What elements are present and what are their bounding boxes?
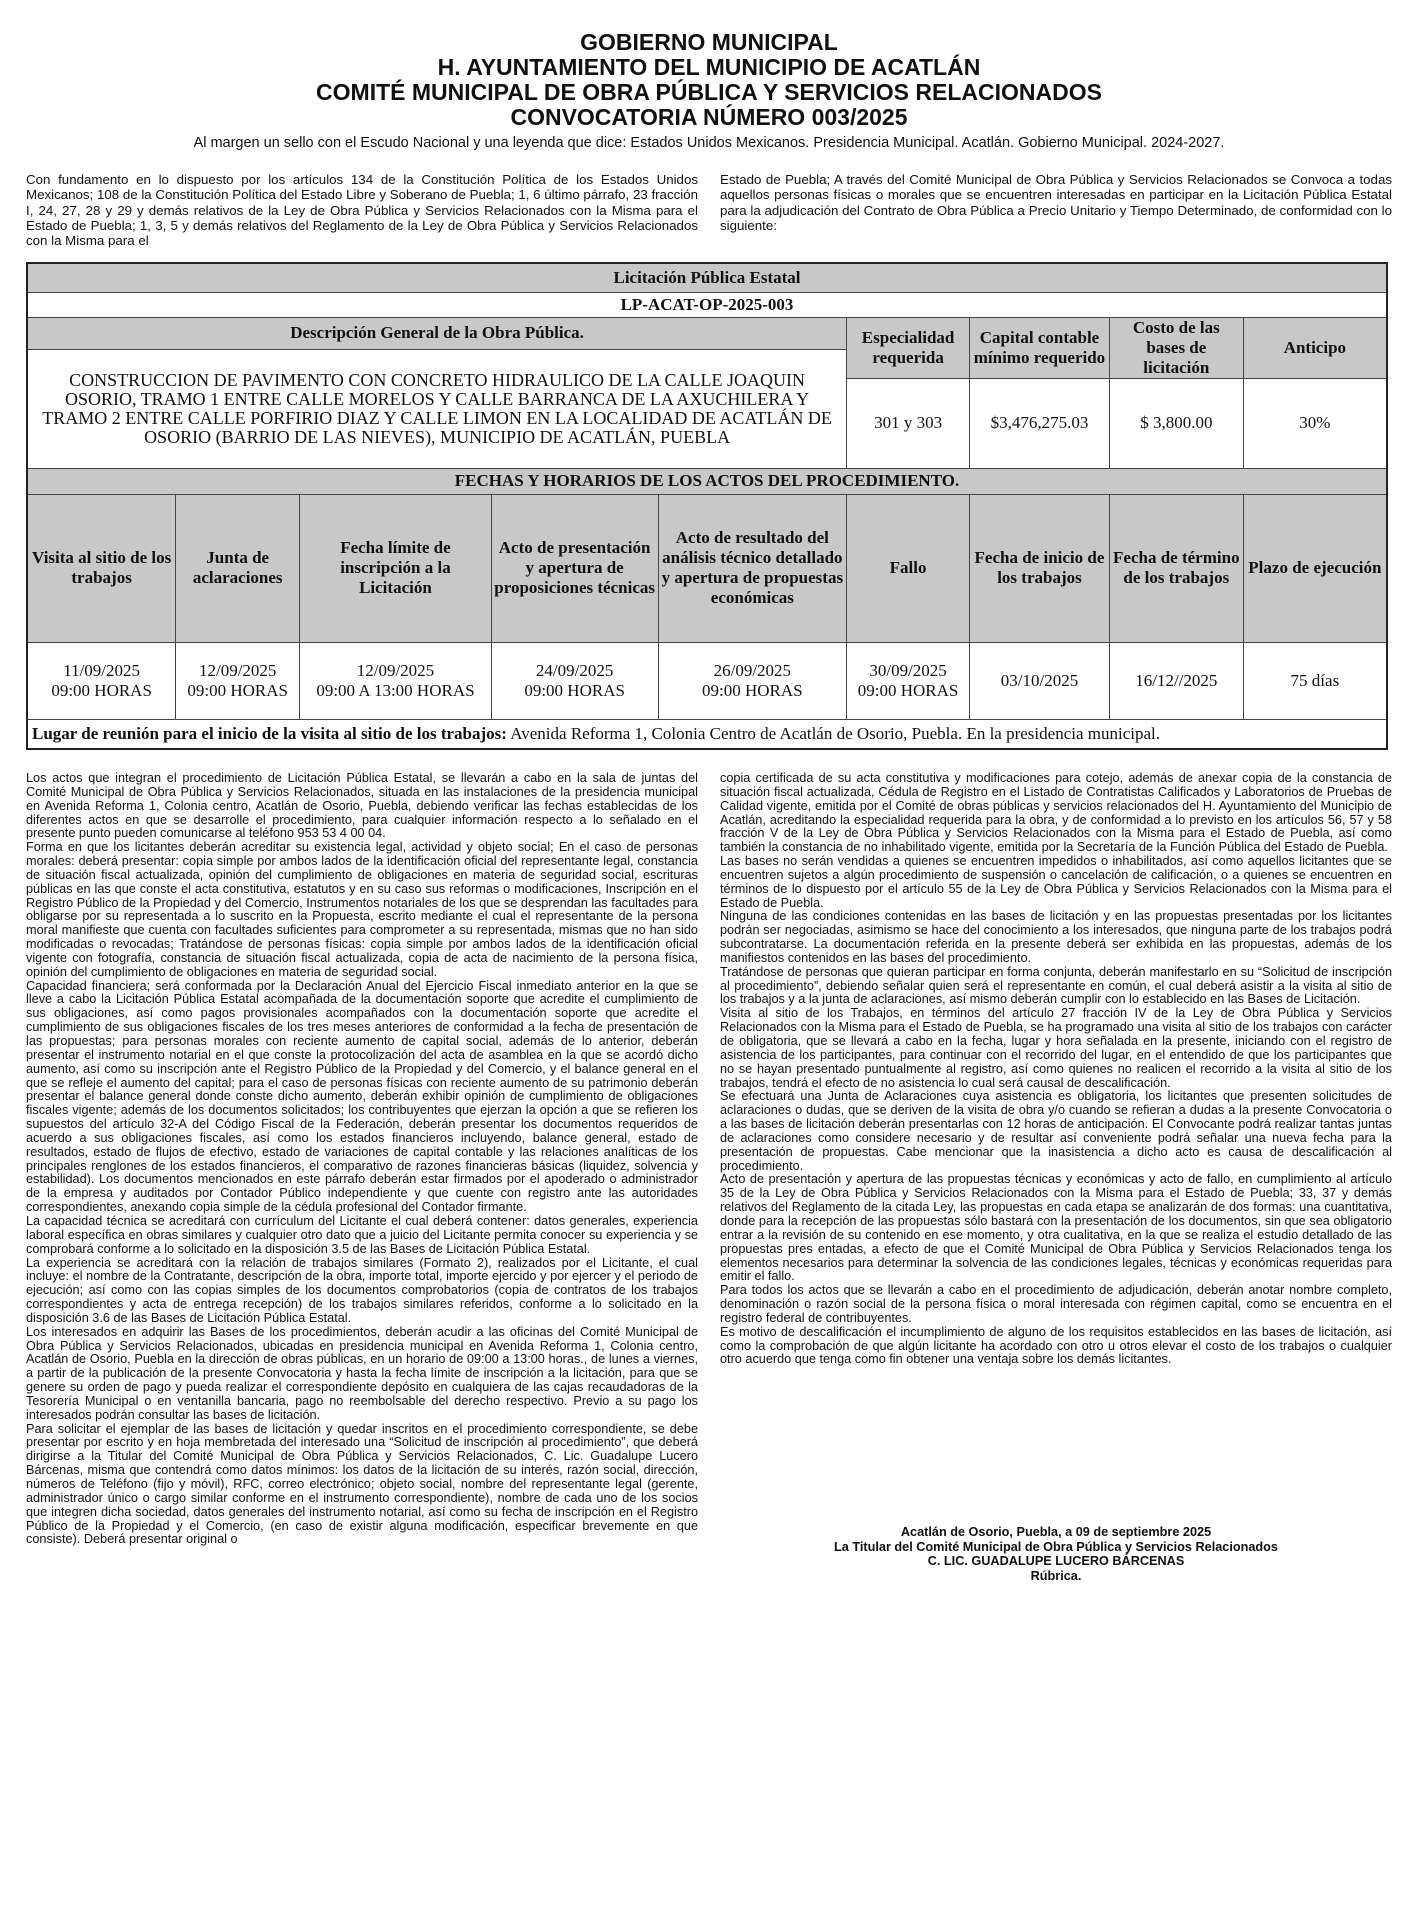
signature-rubrica: Rúbrica. (1030, 1568, 1082, 1583)
work-description: CONSTRUCCION DE PAVIMENTO CON CONCRETO HIDRAULICO DE LA CALLE JOAQUIN OSORIO, TRAMO 1 ENTRE CALLE MORELOS Y CALLE BARRANCA DE LA AXUCHILERA Y TRAMO 2 ENTRE CALLE PORFIRIO DIAZ Y CALLE LIMON EN LA LOCALIDAD DE ACATLÁN DE OSORIO (BARRIO DE LAS NIEVES), MUNICIPIO DE ACATLÁN, PUEBLA (27, 349, 847, 468)
fecha-header-fallo: Fallo (847, 494, 970, 642)
fechas-title: FECHAS Y HORARIOS DE LOS ACTOS DEL PROCEDIMIENTO. (27, 468, 1387, 494)
description-header: Descripción General de la Obra Pública. (27, 317, 847, 349)
fecha-header-presentacion: Acto de presentación y apertura de proposiciones técnicas (491, 494, 658, 642)
value-especialidad: 301 y 303 (847, 378, 970, 468)
value-capital: $3,476,275.03 (970, 378, 1110, 468)
paragraph: Capacidad financiera; será conformada por la Declaración Anual del Ejercicio Fiscal inmediato anterior en la que se lleve a cabo la Licitación Pública Estatal acompañada de la documentación soporte que acredite el cumplimiento de sus obligaciones, así como pagos provisionales acompañados con la documentación soporte que acredite el cumplimiento de sus obligaciones fiscales de los tres meses anteriores de conformidad a la fecha de presentación de las propuestas; para personas morales con reciente aumento de capital social, además de lo anterior, deberán presentar el instrumento notarial en el que conste la protocolización del acta de asamblea en la que se acordó dicho aumento, así como su inscripción ante el Registro Público de la Propiedad y del Comercio, y el balance general en el que se refleje el aumento del capital; para el caso de personas físicas con reciente aumento de su patrimonio deberán presentar el balance general donde conste dicho aumento, deberán exhibir opinión de cumplimiento de obligaciones fiscales vigente; además de los documentos solicitados; los contribuyentes que ejerzan la opción a que se refieren los supuestos del artículo 32-A del Código Fiscal de la Federación, deberán presentar los documentos requeridos de acuerdo a sus obligaciones fiscales, así como los estados financieros incluyendo, balance general, estado de resultados, estado de flujos de efectivo, estado de variaciones de capital contable y las relaciones analíticas de los principales renglones de los estados financieros, el comparativo de razones financieras básicas (liquidez, solvencia y estabilidad). Los documentos mencionados en este párrafo deberán estar firmados por el apoderado o administrador de la empresa y auditados por Contador Público independiente y que cuente con registro ante las autoridades correspondientes, anexando copia simple de la cédula profesional del Contador firmante. (26, 978, 698, 1215)
plazo-ejecucion: 75 días (1243, 642, 1387, 719)
paragraph: Los actos que integran el procedimiento de Licitación Pública Estatal, se llevarán a cabo en la sala de juntas del Comité Municipal de Obra Pública y Servicios Relacionados, situada en las instalaciones de la presidencia municipal en Avenida Reforma 1, Colonia centro, Acatlán de Osorio, Puebla, debiendo verificar las fechas establecidas de los diferentes actos en que se desarrolle el procedimiento, para cualquier información respecto a lo señalado en el presente punto pueden comunicarse al teléfono 953 53 4 00 04. (26, 770, 698, 841)
paragraph: Para todos los actos que se llevarán a cabo en el procedimiento de adjudicación, deberán anotar nombre completo, denominación o razón social de la persona física o moral interesada con régimen capital, como se encuentra en el registro federal de contribuyentes. (720, 1283, 1392, 1325)
header-anticipo: Anticipo (1243, 317, 1387, 378)
body-text (26, 772, 1392, 1583)
fecha-inscripcion: 12/09/2025 09:00 A 13:00 HORAS (300, 642, 492, 719)
paragraph: Se efectuará una Junta de Aclaraciones cuya asistencia es obligatoria, los licitantes que presenten solicitudes de aclaraciones o dudas, que se deriven de la visita de obra y/o cuando se refieran a dudas a la presente Convocatoria o a las bases de licitación deberán presentarlas con 12 horas de anticipación. El Convocante podrá realizar tantas juntas de aclaraciones como considere necesario y de resultar así conveniente podrá señalar una nueva fecha para la presentación de propuestas. Cabe mencionar que la inasistencia a dicho acto es causa de descalificación al procedimiento. (720, 1089, 1392, 1173)
fecha-header-resultado: Acto de resultado del análisis técnico detallado y apertura de propuestas económicas (658, 494, 847, 642)
licitacion-title: Licitación Pública Estatal (27, 263, 1387, 292)
header-line-2: H. AYUNTAMIENTO DEL MUNICIPIO DE ACATLÁN (437, 54, 981, 80)
signature-place-date: Acatlán de Osorio, Puebla, a 09 de septiembre 2025 (900, 1525, 1212, 1540)
fecha-header-visita: Visita al sitio de los trabajos (27, 494, 176, 642)
fecha-header-termino: Fecha de término de los trabajos (1109, 494, 1243, 642)
paragraph: Visita al sitio de los Trabajos, en términos del artículo 27 fracción IV de la Ley de Obra Pública y Servicios Relacionados con la Misma para el Estado de Puebla, se ha programado una visita al sitio de los trabajos con carácter de obligatoria, que se llevará a cabo en la fecha, lugar y hora señalada en la presente, iniciando con el registro de asistencia de los participantes, para continuar con el recorrido del lugar, en el entendido de que los participantes que no se hayan presentado puntualmente al registro, así como quienes no realicen el recorrido a la visita al sitio de los trabajos, tendrá el efecto de no asistencia lo cual será causal de descalificación. (720, 1006, 1392, 1090)
paragraph: Para solicitar el ejemplar de las bases de licitación y quedar inscritos en el procedimiento correspondiente, se debe presentar por escrito y en hoja membretada del interesado una “Solicitud de inscripción al procedimiento”, que deberá dirigirse a la Titular del Comité Municipal de Obra Pública y Servicios Relacionados, C. Lic. Guadalupe Lucero Bárcenas, misma que contendrá como datos mínimos: los datos de la licitación de su interés, razón social, dirección, números de Teléfono (fijo y móvil), RFC, correo electrónico; objeto social, nombre del representante legal (gerente, administrador único o cargo similar conforme en el instrumento correspondiente), nombre de cada uno de los socios que integren dicha sociedad, datos generales del instrumento notarial, así como su fecha de inscripción en el Registro Público de la Propiedad y el Comercio, (en caso de existir alguna modificación, especificar brevemente en que consiste). Deberá presentar original o (26, 1421, 698, 1547)
paragraph: Las bases no serán vendidas a quienes se encuentren impedidos o inhabilitados, así como aquellos licitantes que se encuentren sujetos a algún procedimiento de suspensión o cancelación de calificación, o a quienes se encuentren en términos de lo dispuesto por el artículo 55 de la Ley de Obra Pública y Servicios Relacionados con la Misma para el Estado de Puebla. (720, 854, 1392, 910)
fecha-resultado: 26/09/2025 09:00 HORAS (658, 642, 847, 719)
header-costo: Costo de las bases de licitación (1109, 317, 1243, 378)
header-line-1: GOBIERNO MUNICIPAL (580, 29, 838, 55)
header-capital: Capital contable mínimo requerido (970, 317, 1110, 378)
value-anticipo: 30% (1243, 378, 1387, 468)
lugar-value: Avenida Reforma 1, Colonia Centro de Acatlán de Osorio, Puebla. En la presidencia municipal. (506, 723, 1160, 743)
header-line-4: CONVOCATORIA NÚMERO 003/2025 (510, 104, 908, 130)
intro-left: Con fundamento en lo dispuesto por los artículos 134 de la Constitución Política de los Estados Unidos Mexicanos; 108 de la Constitución Política del Estado Libre y Soberano de Puebla; 1, 6 último párrafo, 23 fracción I, 24, 27, 28 y 29 y demás relativos de la Ley de Obra Pública y Servicios Relacionados con la Misma para el Estado de Puebla; 1, 3, 5 y demás relativos del Reglamento de la Ley de Obra Pública y Servicios Relacionados con la Misma para el (26, 172, 698, 249)
body-right-column (720, 772, 1392, 1583)
licitacion-code: LP-ACAT-OP-2025-003 (27, 292, 1387, 317)
document-header (26, 30, 1392, 152)
paragraph: La experiencia se acreditará con la relación de trabajos similares (Formato 2), realizados por el Licitante, el cual incluye: el nombre de la Contratante, descripción de la obra, importe total, importe ejercido y por ejercer y el periodo de ejecución; así como con las copias simples de los documentos comprobatorios (copia de contratos de los trabajos correspondientes y acta de entrega recepción) de los trabajos similares referidos, conforme a lo solicitado en la disposición 3.6 de las Bases de Licitación Pública Estatal. (26, 1255, 698, 1325)
paragraph: La capacidad técnica se acreditará con currículum del Licitante el cual deberá contener: datos generales, experiencia laboral específica en obras similares y cualquier otro dato que a juicio del Licitante permita conocer su experiencia y se comprobará conforme a lo solicitado en la disposición 3.5 de las Bases de Licitación Pública Estatal. (26, 1213, 698, 1256)
fecha-junta: 12/09/2025 09:00 HORAS (176, 642, 300, 719)
fecha-header-junta: Junta de aclaraciones (176, 494, 300, 642)
value-costo: $ 3,800.00 (1109, 378, 1243, 468)
paragraph: Ninguna de las condiciones contenidas en las bases de licitación y en las propuestas presentadas por los licitantes podrán ser negociadas, asimismo se hace del conocimiento a los interesados, que ninguna parte de los trabajos podrá subcontratarse. La documentación referida en la presente deberá ser exhibida en las propuestas, además de los manifiestos contenidos en las bases del procedimiento. (720, 909, 1392, 965)
paragraph: Los interesados en adquirir las Bases de los procedimientos, deberán acudir a las oficinas del Comité Municipal de Obra Pública y Servicios Relacionados, ubicadas en presidencia municipal en Avenida Reforma 1, Colonia centro, Acatlán de Osorio, Puebla en la dirección de obras públicas, en un horario de 09:00 a 13:00 horas., de lunes a viernes, a partir de la publicación de la presente Convocatoria y hasta la fecha límite de inscripción a la licitación, para que se genere su orden de pago y pueda realizar el correspondiente depósito en cualquiera de las cajas recaudadoras de la Tesorería Municipal o en ventanilla bancaria, pago no reembolsable del derecho respectivo. Previo a su pago los interesados podrán consultar las bases de licitación. (26, 1324, 698, 1422)
seal-note: Al margen un sello con el Escudo Nacional y una leyenda que dice: Estados Unidos Mexicanos. Presidencia Municipal. Acatlán. Gobierno Municipal. 2024-2027. (193, 135, 1225, 151)
licitacion-table (26, 262, 1388, 750)
fecha-header-inicio: Fecha de inicio de los trabajos (970, 494, 1110, 642)
signature-name: C. LIC. GUADALUPE LUCERO BÁRCENAS (927, 1554, 1185, 1569)
fecha-fallo: 30/09/2025 09:00 HORAS (847, 642, 970, 719)
paragraph: Es motivo de descalificación el incumplimiento de alguno de los requisitos establecidos en las bases de licitación, así como la comprobación de que algún licitante ha acordado con otro u otros elevar el costo de los trabajos o cualquier otro acuerdo que tenga como fin obtener una ventaja sobre los demás licitantes. (720, 1324, 1392, 1367)
paragraph: Acto de presentación y apertura de las propuestas técnicas y económicas y acto de fallo, en cumplimiento al artículo 35 de la Ley de Obra Pública y Servicios Relacionados con la Misma para el Estado de Puebla; 33, 37 y demás relativos del Reglamento de la citada Ley, las propuestas en cada etapa se analizarán de dos formas: una cuantitativa, donde para la recepción de las propuestas sólo bastará con la presentación de los documentos, sin que sea obligatorio entrar a la revisión de su contenido en ese momento, y otra cualitativa, en la que se realiza el estudio detallado de las propuestas pres entadas, a efecto de que el Comité Municipal de Obra Pública y Servicios Relacionados tenga los elementos necesarios para determinar la solvencia de las condiciones legales, técnicas y económicas requeridas para emitir el fallo. (720, 1172, 1392, 1284)
fecha-inicio: 03/10/2025 (970, 642, 1110, 719)
lugar-reunion (27, 719, 1387, 749)
header-especialidad: Especialidad requerida (847, 317, 970, 378)
fecha-header-inscripcion: Fecha límite de inscripción a la Licitación (300, 494, 492, 642)
intro-right: Estado de Puebla; A través del Comité Municipal de Obra Pública y Servicios Relacionados se Convoca a todas aquellos personas físicas o morales que se encuentren interesadas en participar en la Licitación Pública Estatal para la adjudicación del Contrato de Obra Pública a Precio Unitario y Tiempo Determinado, de conformidad con lo siguiente: (720, 172, 1392, 233)
fecha-header-plazo: Plazo de ejecución (1243, 494, 1387, 642)
paragraph: copia certificada de su acta constitutiva y modificaciones para cotejo, además de anexar copia de la constancia de situación fiscal actualizada, Cédula de Registro en el Listado de Contratistas Calificados y Laboratorios de Pruebas de Calidad vigente, emitida por el Comité de obras públicas y servicios relacionados del H. Ayuntamiento del Municipio de Acatlán, acreditando la especialidad requerida para la obra, y de conformidad a lo previsto en los artículos 56, 57 y 58 fracción V de la Ley de Obra Pública y Servicios Relacionados con la Misma para el Estado de Puebla, así como también la constancia de no inhabilitado vigente, emitida por la Secretaría de la Función Pública del Estado de Puebla. (720, 770, 1392, 855)
fecha-termino: 16/12//2025 (1109, 642, 1243, 719)
signature-block (720, 1525, 1392, 1583)
body-left-column (26, 772, 698, 1583)
paragraph: Tratándose de personas que quieran participar en forma conjunta, deberán manifestarlo en su “Solicitud de inscripción al procedimiento”, debiendo señalar quien será el representante en común, el cual deberá asistir a la visita al sitio de los trabajos y a la junta de aclaraciones, así mismo deberán cumplir con lo establecido en las Bases de Licitación. (720, 964, 1392, 1007)
convocatoria-page (26, 30, 1392, 1583)
signature-role: La Titular del Comité Municipal de Obra Pública y Servicios Relacionados (834, 1539, 1278, 1554)
paragraph: Forma en que los licitantes deberán acreditar su existencia legal, actividad y objeto social; En el caso de personas morales: deberá presentar: copia simple por ambos lados de la identificación oficial del representante legal, constancia de situación fiscal actualizada, opinión del cumplimiento de obligaciones en materia de seguridad social, escrituras públicas en las que conste el acta constitutiva, estatutos y en su caso sus reformas o modificaciones, Inscripción en el Registro Público de la Propiedad y del Comercio, Instrumentos notariales de los que se desprendan las facultades para obligarse por su representada a lo suscrito en la Propuesta, escrito mediante el cual el representante de la persona moral manifieste que cuenta con facultades suficientes para comprometer a su representada, mismas que no han sido modificadas o revocadas; Tratándose de personas físicas: copia simple por ambos lados de la identificación oficial vigente con fotografía, constancia de situación fiscal actualizada, copia de acta de nacimiento de la persona física, opinión del cumplimiento de obligaciones en materia de seguridad social. (26, 840, 698, 979)
header-line-3: COMITÉ MUNICIPAL DE OBRA PÚBLICA Y SERVICIOS RELACIONADOS (316, 79, 1102, 105)
fecha-visita: 11/09/2025 09:00 HORAS (27, 642, 176, 719)
intro-paragraph (26, 172, 1392, 248)
lugar-label: Lugar de reunión para el inicio de la visita al sitio de los trabajos: (32, 723, 507, 743)
fecha-presentacion: 24/09/2025 09:00 HORAS (491, 642, 658, 719)
